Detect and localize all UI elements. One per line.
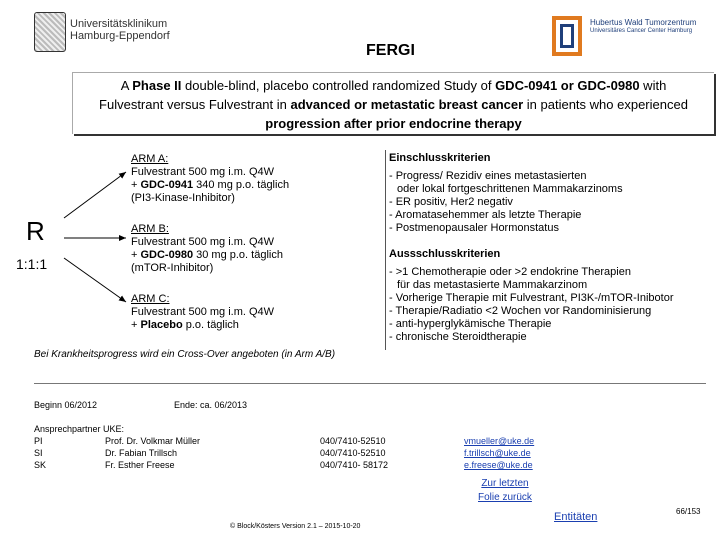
contacts-heading: Ansprechpartner UKE:: [34, 424, 125, 434]
contact-row: [34, 447, 594, 459]
study-line-1: A Phase II double-blind, placebo controlled randomized Study of GDC-0941 or GDC-0980 with: [120, 78, 667, 93]
contact-email-link[interactable]: f.trillsch@uke.de: [464, 448, 531, 458]
entities-link[interactable]: Entitäten: [554, 511, 598, 523]
inclusion-item: oder lokal fortgeschrittenen Mammakarzinoms: [397, 183, 623, 195]
inclusion-item: - ER positiv, Her2 negativ: [389, 196, 513, 208]
arm-c: [131, 293, 274, 332]
inclusion-item: - Postmenopausaler Hormonstatus: [389, 222, 559, 234]
exclusion-criteria: [389, 248, 673, 344]
inclusion-criteria: [389, 152, 623, 235]
arm-b-line3: (mTOR-Inhibitor): [131, 262, 214, 274]
exclusion-heading: Aussschlusskriterien: [389, 248, 501, 260]
inclusion-item: - Progress/ Rezidiv eines metastasierten: [389, 170, 587, 182]
back-link-line2[interactable]: Folie zurück: [478, 492, 532, 503]
contact-name: Prof. Dr. Volkmar Müller: [105, 436, 201, 446]
arm-a-title: ARM A:: [131, 153, 169, 165]
arm-a: [131, 153, 289, 205]
slide-title: FERGI: [366, 42, 415, 59]
exclusion-item: - chronische Steroidtherapie: [389, 331, 527, 343]
horizontal-divider: [34, 383, 706, 384]
arm-c-title: ARM C:: [131, 293, 170, 305]
contact-row: [34, 435, 594, 447]
study-line-2: Fulvestrant versus Fulvestrant in advanced or metastatic breast cancer in patients who experienced: [99, 97, 688, 112]
university-logo-line2: Hamburg-Eppendorf: [70, 30, 170, 42]
contact-email-link[interactable]: e.freese@uke.de: [464, 460, 533, 470]
arm-b-line2: + GDC-0980 30 mg p.o. täglich: [131, 249, 283, 261]
contact-role: PI: [34, 436, 43, 446]
contact-email-link[interactable]: vmueller@uke.de: [464, 436, 535, 446]
inclusion-list: [389, 170, 623, 235]
arm-c-line1: Fulvestrant 500 mg i.m. Q4W: [131, 306, 275, 318]
arm-b: [131, 223, 283, 275]
randomization-ratio: 1:1:1: [16, 256, 48, 272]
arrow-arm-a: [64, 172, 126, 218]
exclusion-item: - Vorherige Therapie mit Fulvestrant, PI3K-/mTOR-Inibotor: [389, 292, 674, 304]
inclusion-item: - Aromatasehemmer als letzte Therapie: [389, 209, 582, 221]
contact-phone: 040/7410-52510: [320, 436, 386, 446]
back-link-line1[interactable]: Zur letzten: [481, 478, 529, 489]
arrow-arm-c: [64, 258, 126, 302]
randomization-letter: R: [26, 216, 45, 246]
arm-b-line1: Fulvestrant 500 mg i.m. Q4W: [131, 236, 275, 248]
arm-a-line2: + GDC-0941 340 mg p.o. täglich: [131, 179, 290, 191]
begin-date: Beginn 06/2012: [34, 400, 98, 410]
exclusion-item: - anti-hyperglykämische Therapie: [389, 318, 552, 330]
crossover-note: Bei Krankheitsprogress wird ein Cross-Over angeboten (in Arm A/B): [34, 349, 336, 360]
center-logo-line1: Hubertus Wald Tumorzentrum: [590, 18, 697, 27]
inclusion-heading: Einschlusskriterien: [389, 152, 491, 164]
vertical-divider: [385, 150, 386, 350]
contact-role: SK: [34, 460, 47, 470]
arm-b-title: ARM B:: [131, 223, 169, 235]
page-number: 66/153: [676, 507, 701, 516]
contact-phone: 040/7410-52510: [320, 448, 386, 458]
university-logo-line1: Universitätsklinikum: [70, 18, 168, 30]
version-footer: © Block/Kösters Version 2.1 – 2015-10-20: [230, 523, 361, 530]
exclusion-item: - >1 Chemotherapie oder >2 endokrine Therapien: [389, 266, 631, 278]
exclusion-item: für das metastasierte Mammakarzinom: [397, 279, 588, 291]
study-line-3: progression after prior endocrine therapy: [265, 116, 522, 131]
contact-row: [34, 459, 594, 471]
contacts-table: [34, 435, 594, 471]
arm-a-line1: Fulvestrant 500 mg i.m. Q4W: [131, 166, 275, 178]
center-logo-line2: Universitäres Cancer Center Hamburg: [590, 28, 693, 34]
exclusion-item: - Therapie/Radiatio <2 Wochen vor Randominisierung: [389, 305, 652, 317]
contact-phone: 040/7410- 58172: [320, 460, 389, 470]
contact-role: SI: [34, 448, 43, 458]
arm-c-line2: + Placebo p.o. täglich: [131, 319, 239, 331]
end-date: Ende: ca. 06/2013: [174, 400, 248, 410]
contact-name: Fr. Esther Freese: [105, 460, 175, 470]
arm-a-line3: (PI3-Kinase-Inhibitor): [131, 192, 235, 204]
back-link[interactable]: [478, 477, 532, 505]
exclusion-list: [389, 266, 673, 344]
contact-name: Dr. Fabian Trillsch: [105, 448, 178, 458]
